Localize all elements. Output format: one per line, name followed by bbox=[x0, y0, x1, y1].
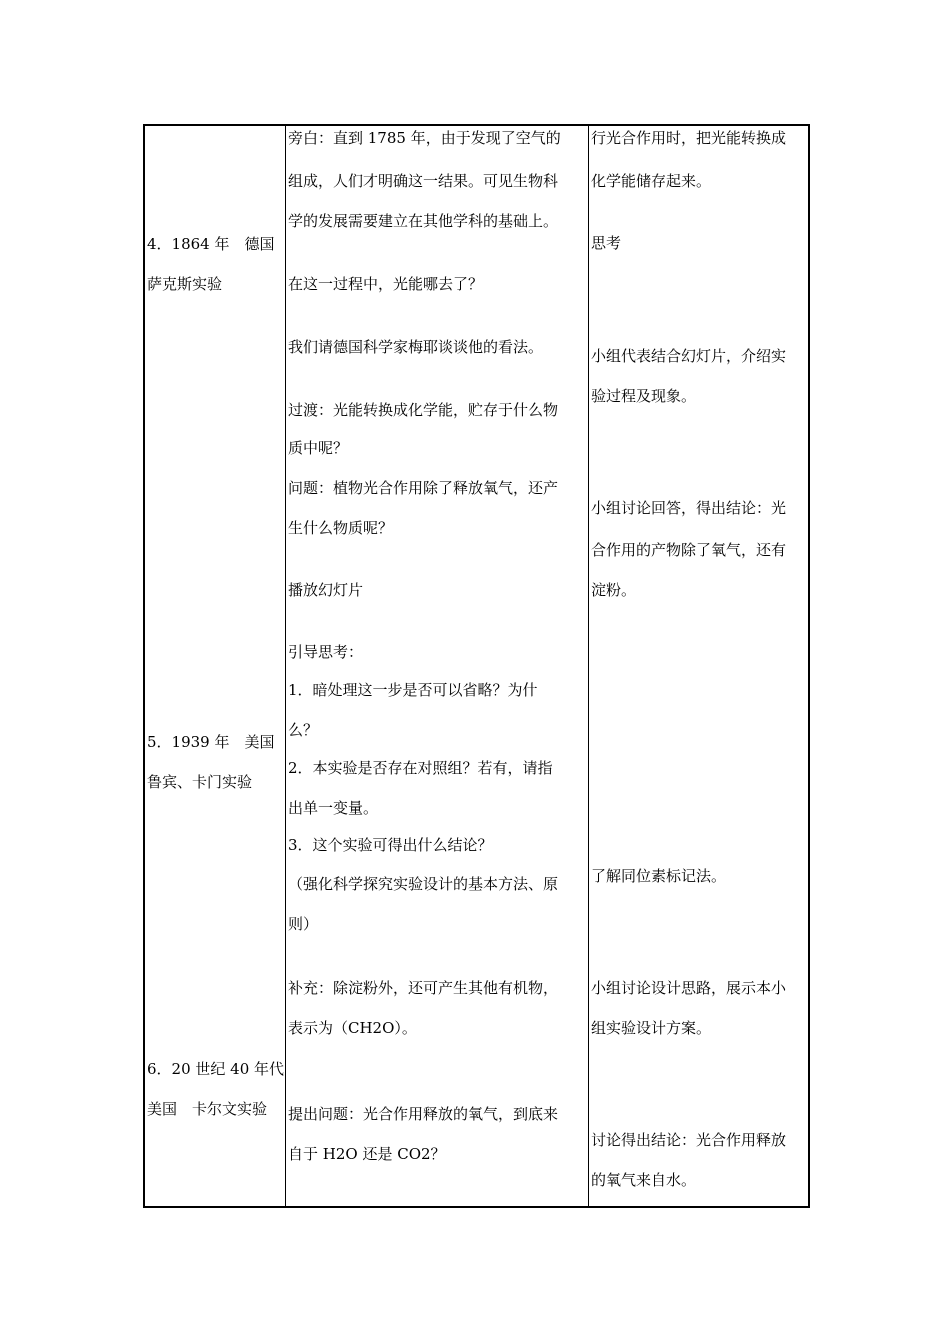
student-text-line: 了解同位素标记法。 bbox=[591, 867, 727, 885]
student-text-line: 小组讨论回答，得出结论：光 bbox=[591, 499, 787, 517]
teacher-text-line: （强化科学探究实验设计的基本方法、原 bbox=[288, 875, 559, 893]
teacher-text-line: 学的发展需要建立在其他学科的基础上。 bbox=[288, 212, 559, 230]
teacher-text-line: 质中呢？ bbox=[288, 439, 349, 457]
teacher-text-line: 出单一变量。 bbox=[288, 799, 379, 817]
teacher-text-line: 在这一过程中，光能哪去了？ bbox=[288, 275, 484, 293]
student-text-line: 验过程及现象。 bbox=[591, 387, 697, 405]
experiment-5-title: 5．1939 年 美国 bbox=[147, 733, 275, 751]
experiment-5-name: 鲁宾、卡门实验 bbox=[147, 773, 253, 791]
teacher-text-line: 表示为（CH2O）。 bbox=[288, 1019, 417, 1037]
student-text-line: 行光合作用时，把光能转换成 bbox=[591, 129, 787, 147]
teacher-text-line: 提出问题：光合作用释放的氧气，到底来 bbox=[288, 1105, 559, 1123]
student-text-line: 小组讨论设计思路，展示本小 bbox=[591, 979, 787, 997]
column-teacher-activity bbox=[286, 126, 588, 1206]
teacher-text-line: 问题：植物光合作用除了释放氧气，还产 bbox=[288, 479, 559, 497]
column-experiment bbox=[145, 126, 285, 1206]
teacher-text-line: 则） bbox=[288, 915, 319, 933]
teacher-text-line: 旁白：直到 1785 年，由于发现了空气的 bbox=[288, 129, 561, 147]
teacher-text-line: 引导思考： bbox=[288, 643, 364, 661]
teacher-text-line: 自于 H2O 还是 CO2？ bbox=[288, 1145, 446, 1163]
student-text-line: 讨论得出结论：光合作用释放 bbox=[591, 1131, 787, 1149]
column-student-activity bbox=[589, 126, 810, 1206]
teacher-text-line: 1．暗处理这一步是否可以省略？为什 bbox=[288, 681, 538, 699]
student-text-line: 的氧气来自水。 bbox=[591, 1171, 697, 1189]
student-text-line: 组实验设计方案。 bbox=[591, 1019, 712, 1037]
student-text-line: 淀粉。 bbox=[591, 581, 637, 599]
student-text-line: 小组代表结合幻灯片，介绍实 bbox=[591, 347, 787, 365]
teacher-text-line: 播放幻灯片 bbox=[288, 581, 364, 599]
experiment-4-name: 萨克斯实验 bbox=[147, 275, 223, 293]
teacher-text-line: 2．本实验是否存在对照组？若有，请指 bbox=[288, 759, 553, 777]
lesson-table bbox=[143, 124, 810, 1208]
student-text-line: 化学能储存起来。 bbox=[591, 172, 712, 190]
teacher-text-line: 3．这个实验可得出什么结论？ bbox=[288, 836, 493, 854]
teacher-text-line: 么？ bbox=[288, 721, 319, 739]
teacher-text-line: 生什么物质呢？ bbox=[288, 519, 394, 537]
teacher-text-line: 过渡：光能转换成化学能，贮存于什么物 bbox=[288, 401, 559, 419]
student-text-line: 思考 bbox=[591, 234, 622, 252]
experiment-6-name: 美国 卡尔文实验 bbox=[147, 1100, 268, 1118]
teacher-text-line: 组成，人们才明确这一结果。可见生物科 bbox=[288, 172, 559, 190]
experiment-4-title: 4．1864 年 德国 bbox=[147, 235, 275, 253]
student-text-line: 合作用的产物除了氧气，还有 bbox=[591, 541, 787, 559]
experiment-6-title: 6．20 世纪 40 年代 bbox=[147, 1060, 285, 1078]
teacher-text-line: 我们请德国科学家梅耶谈谈他的看法。 bbox=[288, 338, 544, 356]
teacher-text-line: 补充：除淀粉外，还可产生其他有机物， bbox=[288, 979, 559, 997]
